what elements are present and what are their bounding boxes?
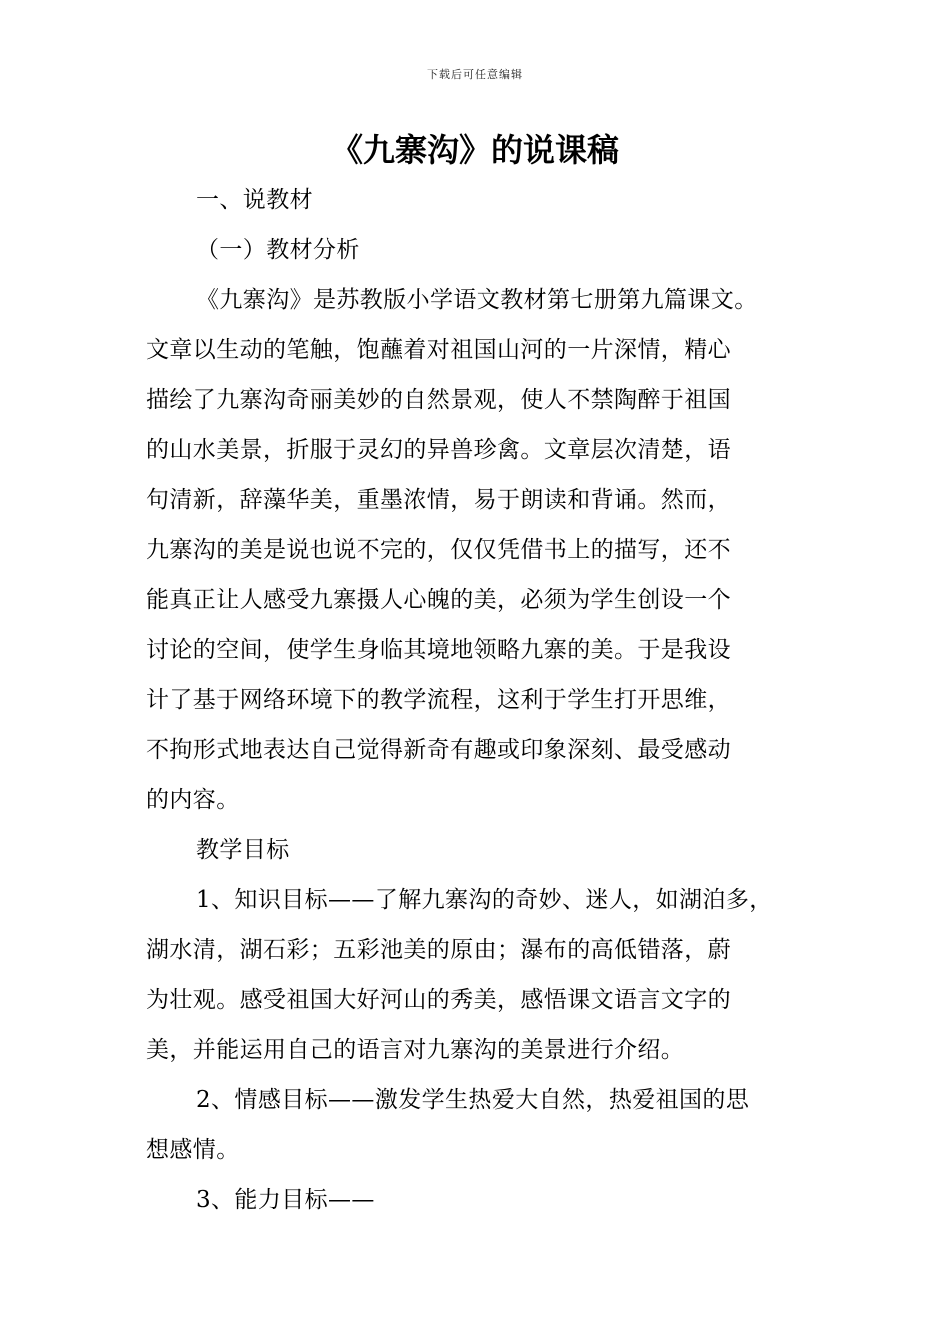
paragraph-line: 2、情感目标——激发学生热爱大自然，热爱祖国的思 [196,1087,750,1113]
section-heading: 一、说教材 [196,187,313,213]
paragraph-line: 的山水美景，折服于灵幻的异兽珍禽。文章层次清楚，语 [146,437,731,463]
paragraph-line: 3、能力目标—— [196,1187,375,1213]
paragraph-line: 能真正让人感受九寨摄人心魄的美，必须为学生创设一个 [146,587,731,613]
paragraph-line: 1、知识目标——了解九寨沟的奇妙、迷人，如湖泊多， [196,887,773,913]
paragraph-line: 《九寨沟》是苏教版小学语文教材第七册第九篇课文。 [196,287,758,313]
section-heading: 教学目标 [196,837,290,863]
paragraph-line: 描绘了九寨沟奇丽美妙的自然景观，使人不禁陶醉于祖国 [146,387,731,413]
paragraph-line: 为壮观。感受祖国大好河山的秀美，感悟课文语言文字的 [146,987,731,1013]
paragraph-line: 的内容。 [146,787,240,813]
subsection-heading: （一）教材分析 [196,237,360,263]
paragraph-line: 句清新，辞藻华美，重墨浓情，易于朗读和背诵。然而， [146,487,731,513]
paragraph-line: 九寨沟的美是说也说不完的，仅仅凭借书上的描写，还不 [146,537,731,563]
paragraph-line: 文章以生动的笔触，饱蘸着对祖国山河的一片深情，精心 [146,337,731,363]
page-header-note: 下载后可任意编辑 [427,68,523,81]
paragraph-line: 湖水清，湖石彩；五彩池美的原由；瀑布的高低错落，蔚 [146,937,731,963]
paragraph-line: 不拘形式地表达自己觉得新奇有趣或印象深刻、最受感动 [146,737,731,763]
paragraph-line: 美，并能运用自己的语言对九寨沟的美景进行介绍。 [146,1037,685,1063]
paragraph-line: 讨论的空间，使学生身临其境地领略九寨的美。于是我设 [146,637,731,663]
paragraph-line: 想感情。 [146,1137,240,1163]
document-title: 《九寨沟》的说课稿 [330,131,619,169]
paragraph-line: 计了基于网络环境下的教学流程，这利于学生打开思维， [146,687,731,713]
